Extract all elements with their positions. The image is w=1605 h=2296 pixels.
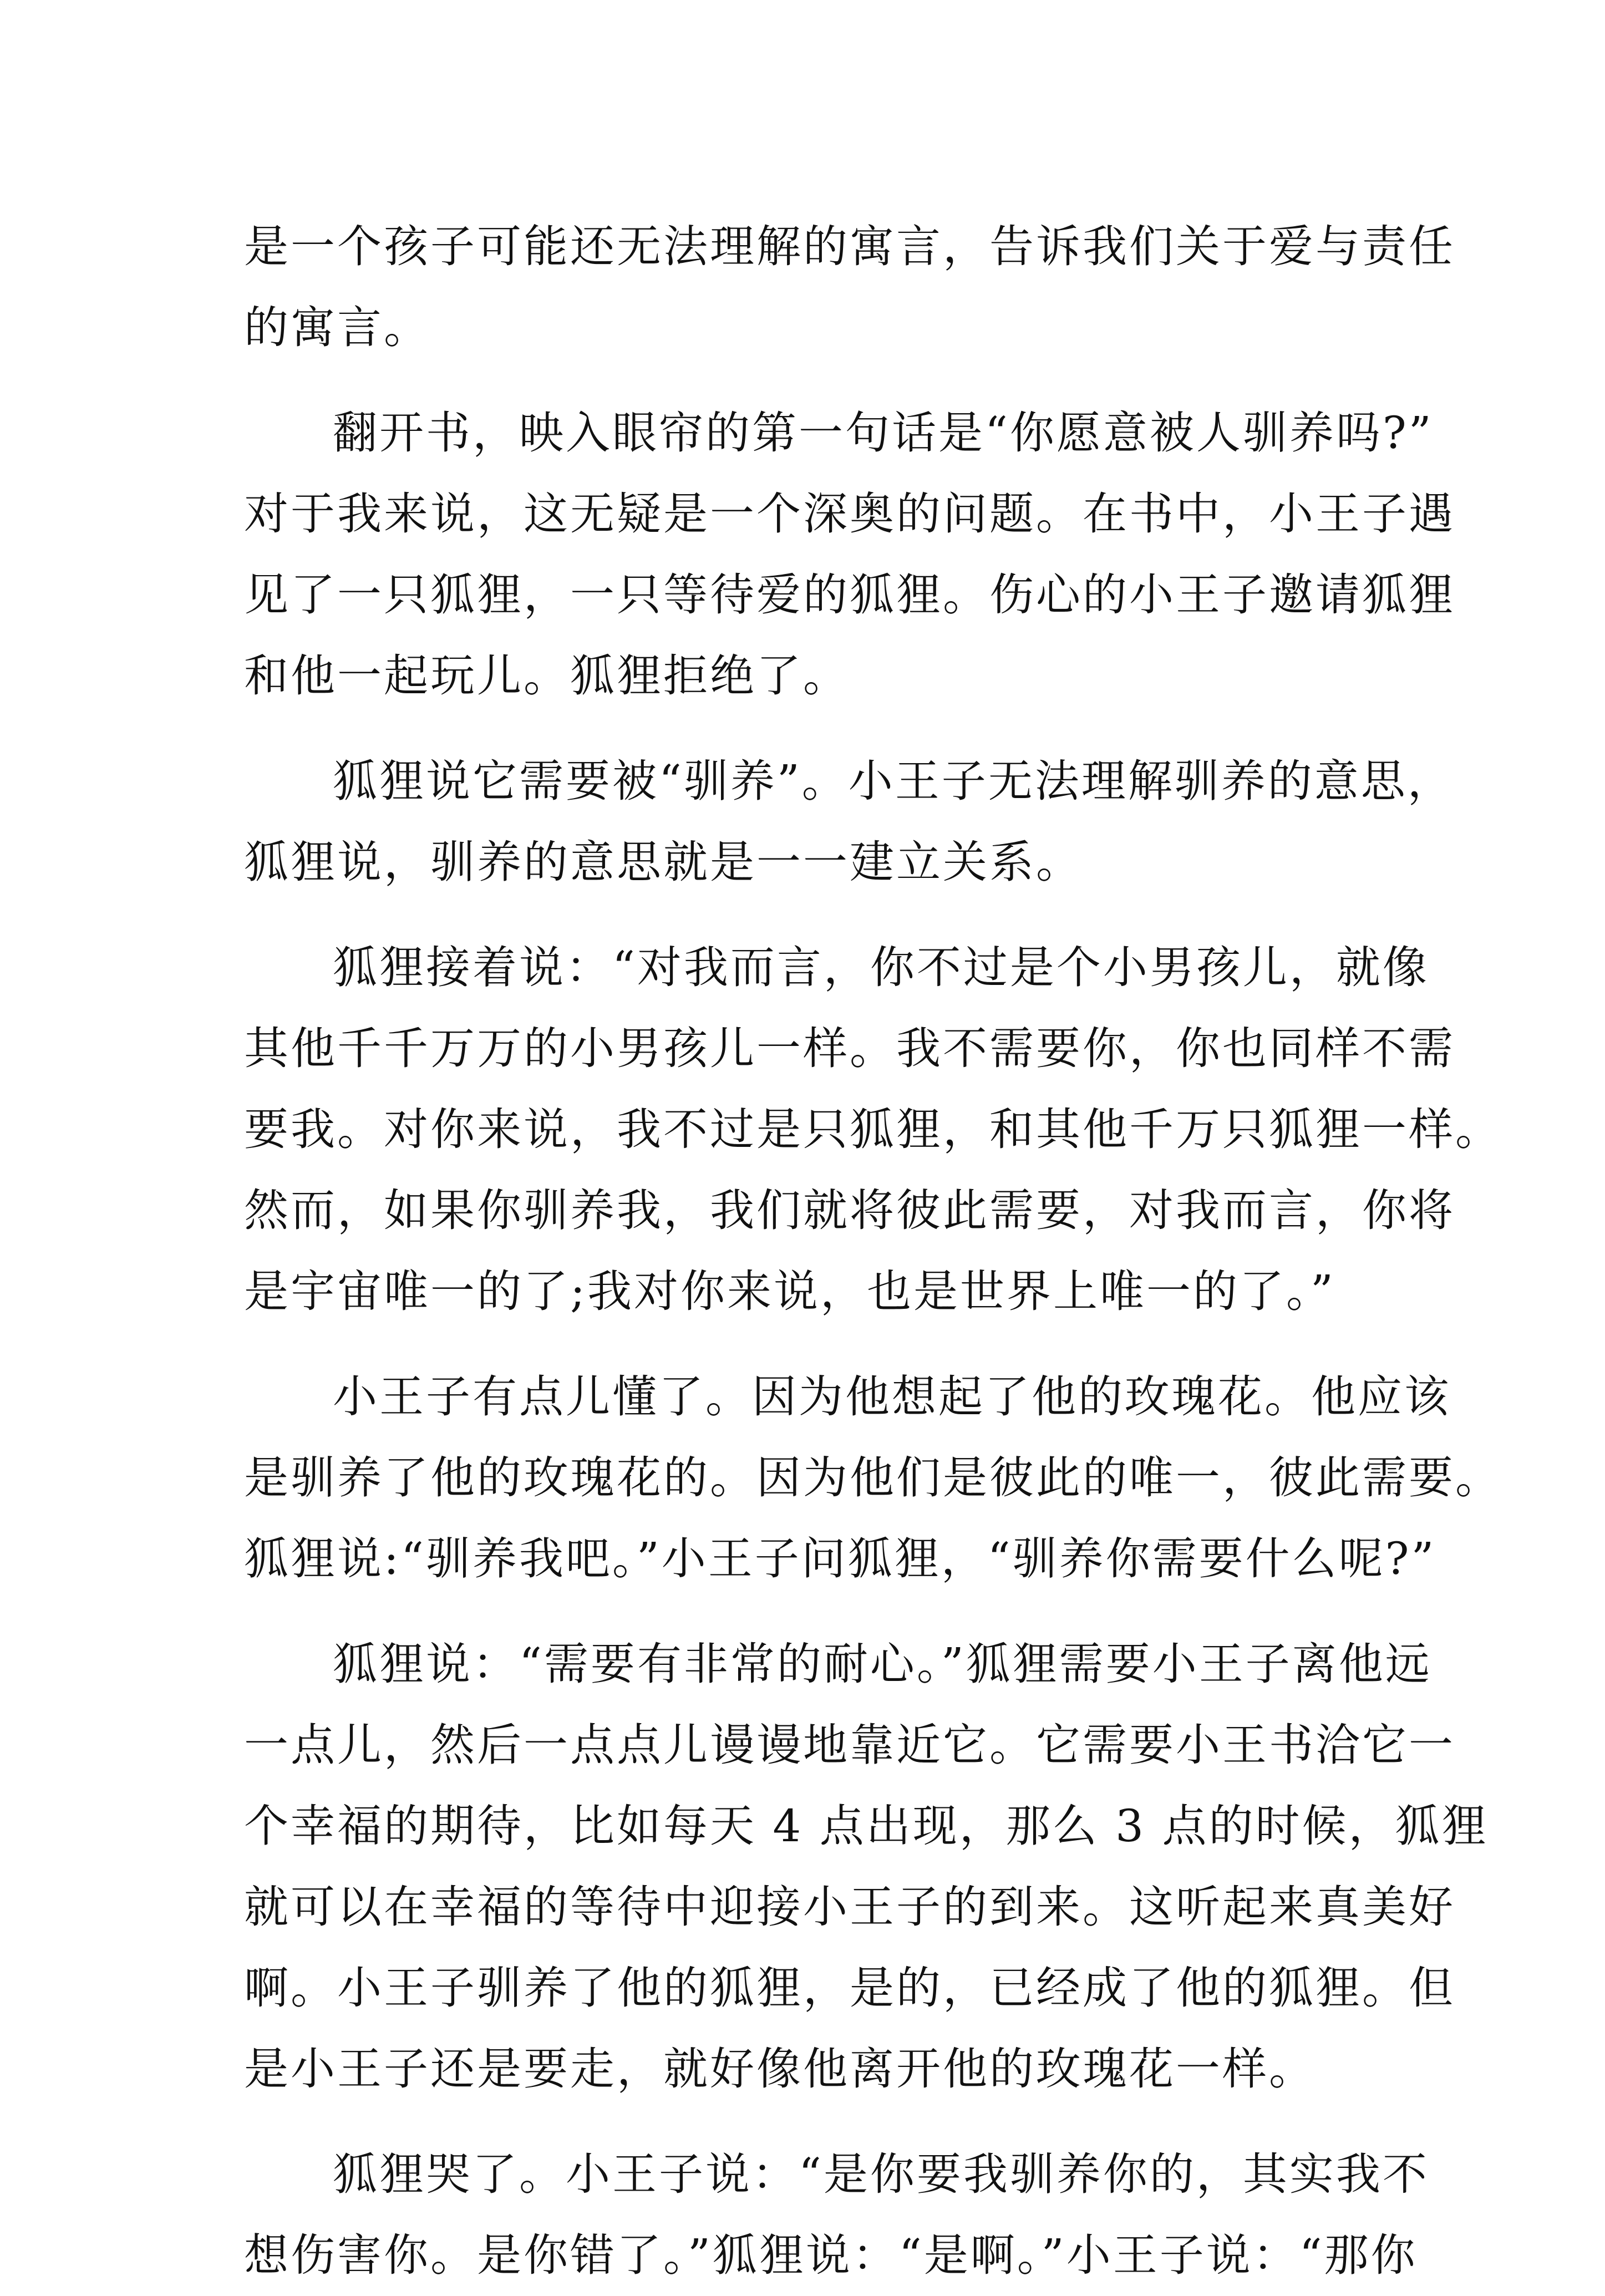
paragraph-gap bbox=[244, 1599, 1359, 1624]
text-line: 想伤害你。是你错了。”狐狸说：“是啊。”小王子说：“那你 bbox=[244, 2229, 1418, 2281]
text-line: 个幸福的期待，比如每天 4 点出现，那么 3 点的时候，狐狸 bbox=[244, 1800, 1489, 1852]
text-line: 小王子有点儿懂了。因为他想起了他的玫瑰花。他应该 bbox=[333, 1371, 1451, 1423]
text-line: 是一个孩子可能还无法理解的寓言，告诉我们关于爱与责任 bbox=[244, 221, 1455, 272]
text-line: 就可以在幸福的等待中迎接小王子的到来。这听起来真美好 bbox=[244, 1881, 1455, 1933]
text-line: 狐狸说:“驯养我吧。”小王子问狐狸，“驯养你需要什么呢?” bbox=[244, 1533, 1436, 1584]
text-line: 然而，如果你驯养我，我们就将彼此需要，对我而言，你将 bbox=[244, 1185, 1455, 1236]
paragraph-gap bbox=[244, 1332, 1359, 1357]
text-line: 一点儿，然后一点点儿谩谩地靠近它。它需要小王书洽它一 bbox=[244, 1719, 1455, 1771]
text-line: 其他千千万万的小男孩儿一样。我不需要你，你也同样不需 bbox=[244, 1023, 1455, 1074]
text-line: 狐狸说它需要被“驯养”。小王子无法理解驯养的意思， bbox=[333, 755, 1454, 807]
paragraph-gap bbox=[244, 903, 1359, 927]
text-line: 的寓言。 bbox=[244, 302, 430, 353]
text-line: 是宇宙唯一的了;我对你来说，也是世界上唯一的了。” bbox=[244, 1266, 1335, 1317]
text-line: 是小王子还是要走，就好像他离开他的玫瑰花一样。 bbox=[244, 2043, 1316, 2095]
text-line: 狐狸说：“需要有非常的耐心。”狐狸需要小王子离他远 bbox=[333, 1638, 1432, 1690]
text-line: 见了一只狐狸，一只等待爱的狐狸。伤心的小王子邀请狐狸 bbox=[244, 569, 1455, 621]
paragraph-gap bbox=[244, 717, 1359, 741]
text-line: 狐狸说，驯养的意思就是一一建立关系。 bbox=[244, 836, 1083, 888]
text-line: 是驯养了他的玫瑰花的。因为他们是彼此的唯一，彼此需要。 bbox=[244, 1452, 1502, 1503]
text-line: 狐狸哭了。小王子说：“是你要我驯养你的，其实我不 bbox=[333, 2148, 1429, 2200]
text-line: 和他一起玩儿。狐狸拒绝了。 bbox=[244, 650, 850, 702]
text-line: 狐狸接着说：“对我而言，你不过是个小男孩儿，就像 bbox=[333, 942, 1429, 993]
text-line: 要我。对你来说，我不过是只狐狸，和其他千万只狐狸一样。 bbox=[244, 1104, 1502, 1155]
text-line: 翻开书，映入眼帘的第一句话是“你愿意被人驯养吗?” bbox=[333, 407, 1434, 459]
body-text bbox=[244, 206, 1502, 2296]
text-line: 对于我来说，这无疑是一个深奥的问题。在书中，小王子遇 bbox=[244, 488, 1455, 540]
paragraph-gap bbox=[244, 2110, 1359, 2134]
text-line: 啊。小王子驯养了他的狐狸，是的，已经成了他的狐狸。但 bbox=[244, 1962, 1455, 2014]
paragraph-gap bbox=[244, 368, 1359, 393]
